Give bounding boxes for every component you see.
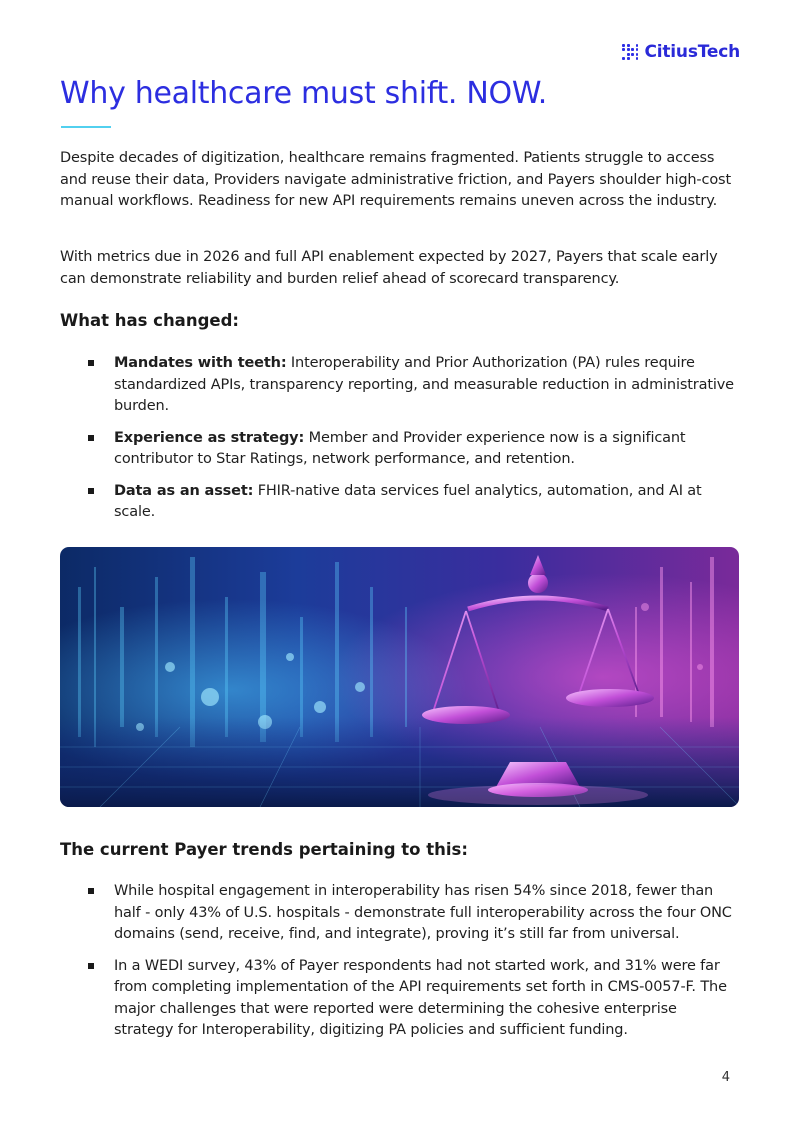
brand-logo — [622, 42, 740, 62]
page-number: 4 — [721, 1070, 730, 1085]
grid-mark-icon — [622, 44, 638, 60]
changes-list — [88, 353, 740, 524]
bullet-icon — [88, 488, 94, 494]
trends-list — [88, 881, 740, 1042]
bullet-text: FHIR-native data services fuel analytics, automation, and AI at scale. — [114, 482, 702, 520]
brand-name: CitiusTech — [644, 42, 740, 62]
hero-image — [60, 547, 739, 807]
intro-paragraph-2: With metrics due in 2026 and full API enablement expected by 2027, Payers that scale early can demonstrate reliability and burden relief ahead of scorecard transparency. — [60, 249, 718, 287]
scales-of-justice-icon — [60, 547, 739, 807]
bullet-icon — [88, 888, 94, 894]
bullet-text: Member and Provider experience now is a significant contributor to Star Ratings, network performance, and retention. — [114, 429, 686, 467]
trends-heading: The current Payer trends pertaining to this: — [60, 840, 468, 859]
bullet-text: In a WEDI survey, 43% of Payer respondents had not started work, and 31% were far from completing implementation of the API requirements set forth in CMS-0057-F. The major challenges that were reported were determining the cohesive enterprise strategy for Interoperability, digitizing PA policies and sufficient funding. — [114, 957, 727, 1038]
bullet-text: While hospital engagement in interoperability has risen 54% since 2018, fewer than half - only 43% of U.S. hospitals - demonstrate full interoperability across the four ONC domains (send, receive, find, and integrate), proving it’s still far from universal. — [114, 883, 732, 942]
bullet-lead: Experience as strategy: — [114, 429, 305, 446]
list-item — [88, 353, 740, 418]
bullet-text: Interoperability and Prior Authorization (PA) rules require standardized APIs, transparency reporting, and measurable reduction in administrative burden. — [114, 355, 734, 414]
bullet-icon — [88, 360, 94, 366]
bullet-icon — [88, 435, 94, 441]
page-title: Why healthcare must shift. NOW. — [60, 76, 548, 111]
title-underline — [61, 126, 111, 128]
bullet-lead: Mandates with teeth: — [114, 355, 287, 371]
list-item — [88, 881, 740, 946]
list-item — [88, 428, 740, 471]
list-item — [88, 481, 740, 524]
bullet-icon — [88, 963, 94, 969]
bullet-lead: Data as an asset: — [114, 482, 254, 499]
list-item — [88, 956, 740, 1042]
intro-paragraph-1: Despite decades of digitization, healthcare remains fragmented. Patients struggle to access and reuse their data, Providers navigate administrative friction, and Payers shoulder high-cost manual workflows. Readiness for new API requirements remains uneven across the industry. — [60, 150, 731, 209]
changes-heading: What has changed: — [60, 311, 239, 330]
